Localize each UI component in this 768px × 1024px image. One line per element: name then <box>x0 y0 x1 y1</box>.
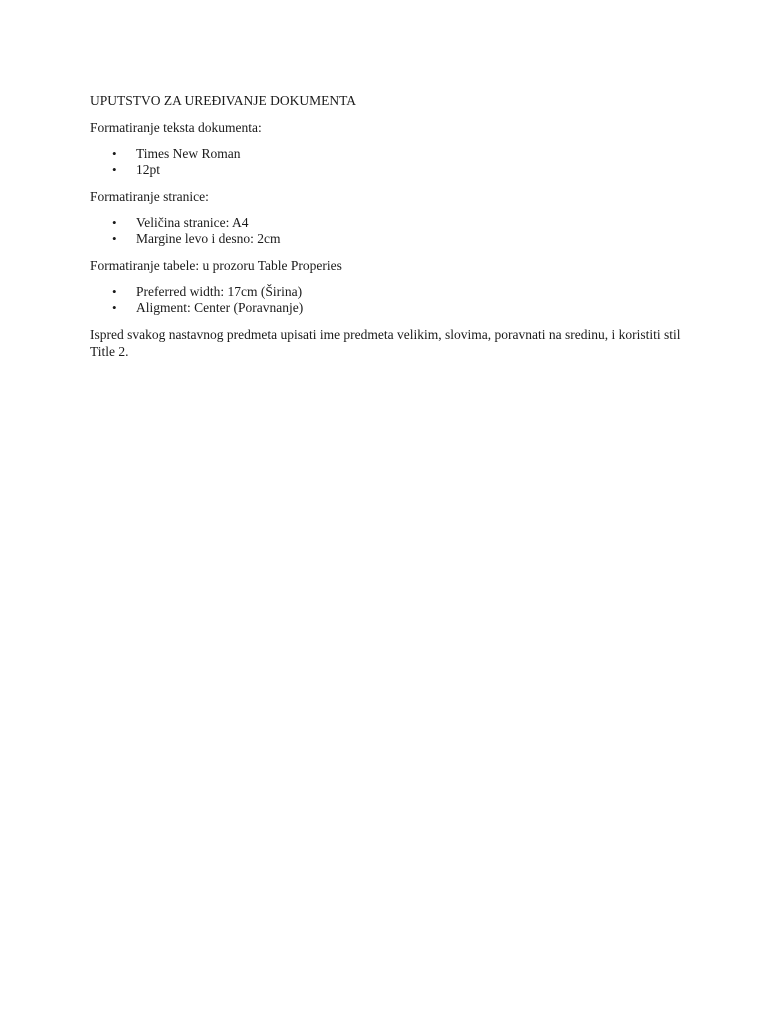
bullet-icon: • <box>112 162 117 177</box>
list-item-text: 12pt <box>136 162 161 177</box>
bullet-icon: • <box>112 215 117 230</box>
section-heading-page-formatting: Formatiranje stranice: <box>90 189 209 204</box>
list-item <box>90 215 690 231</box>
list-item <box>90 284 690 300</box>
list-item-text: Preferred width: 17cm (Širina) <box>136 284 303 299</box>
section-heading-text-formatting: Formatiranje teksta dokumenta: <box>90 120 262 135</box>
list-table-formatting <box>90 284 690 316</box>
bullet-icon: • <box>112 146 117 161</box>
bullet-icon: • <box>112 231 117 246</box>
bullet-icon: • <box>112 300 117 315</box>
list-item <box>90 231 690 247</box>
list-page-formatting <box>90 215 690 247</box>
list-item-text: Times New Roman <box>136 146 241 161</box>
list-item-text: Veličina stranice: A4 <box>136 215 249 230</box>
final-paragraph: Ispred svakog nastavnog predmeta upisati ime predmeta velikim, slovima, poravnati na sredinu, i koristiti stil Title 2. <box>90 327 681 359</box>
list-text-formatting <box>90 146 690 178</box>
list-item-text: Aligment: Center (Poravnanje) <box>136 300 304 315</box>
bullet-icon: • <box>112 284 117 299</box>
document-content <box>90 92 690 360</box>
document-title: UPUTSTVO ZA UREĐIVANJE DOKUMENTA <box>90 93 357 108</box>
list-item <box>90 162 690 178</box>
list-item-text: Margine levo i desno: 2cm <box>136 231 281 246</box>
list-item <box>90 300 690 316</box>
list-item <box>90 146 690 162</box>
section-heading-table-formatting: Formatiranje tabele: u prozoru Table Properies <box>90 258 342 273</box>
